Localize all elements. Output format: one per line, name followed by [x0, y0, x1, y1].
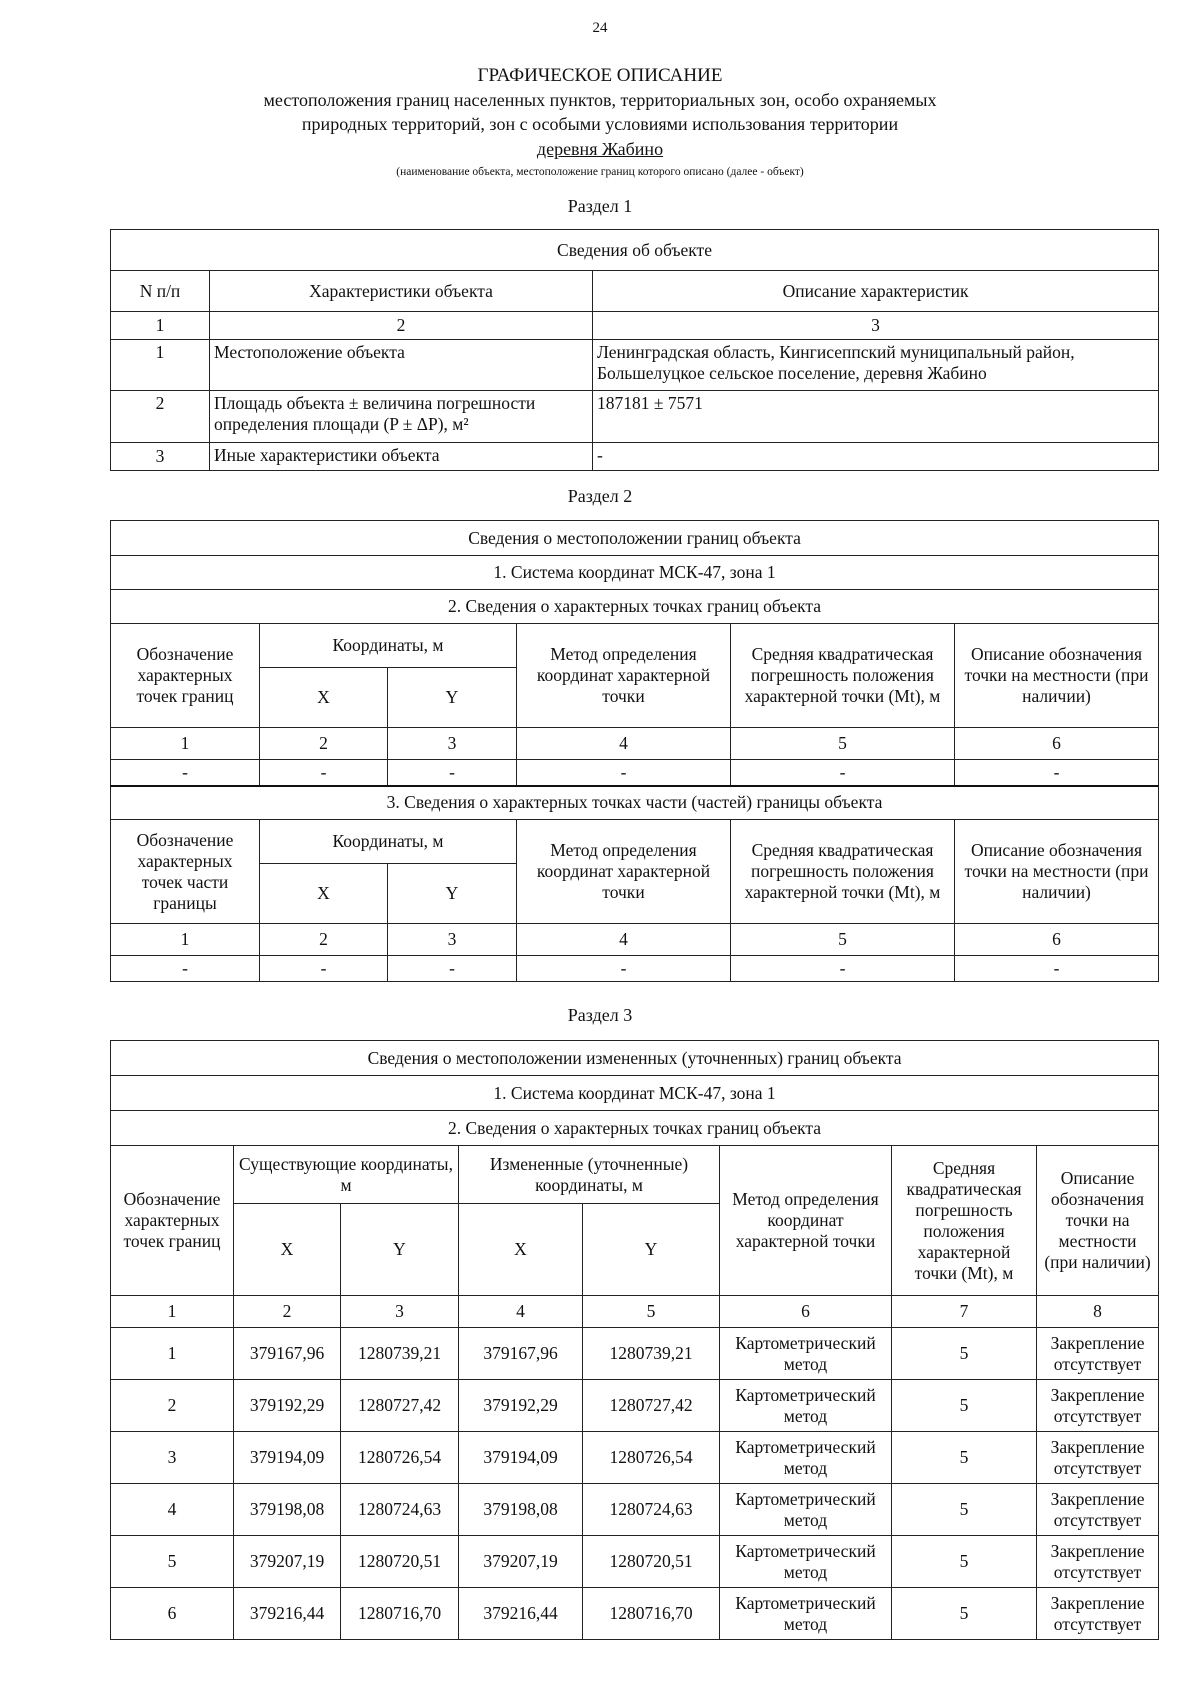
table-cell: 1280724,63 — [583, 1484, 720, 1536]
table-cell: 379167,96 — [459, 1328, 583, 1380]
table-cell: 379192,29 — [234, 1380, 341, 1432]
table-cell: - — [517, 760, 731, 786]
table-cell: 1280726,54 — [341, 1432, 459, 1484]
column-number: 5 — [731, 728, 955, 760]
column-number: 2 — [260, 924, 388, 956]
column-header: Y — [583, 1204, 720, 1296]
table-cell: Картометрический метод — [720, 1328, 892, 1380]
coord-system: 1. Система координат МСК-47, зона 1 — [111, 556, 1159, 590]
subsection-title: 2. Сведения о характерных точках границ объекта — [111, 1111, 1159, 1146]
column-header: Средняя квадратическая погрешность положения характерной точки (Mt), м — [892, 1146, 1037, 1296]
column-header: X — [459, 1204, 583, 1296]
table-cell: - — [260, 760, 388, 786]
table-cell: Закрепление отсутствует — [1037, 1432, 1159, 1484]
table-cell: 2 — [111, 1380, 234, 1432]
column-header: Обозначение характерных точек границ — [111, 1146, 234, 1296]
section2-table-title: Сведения о местоположении границ объекта — [111, 521, 1159, 556]
document-header — [100, 64, 1100, 180]
column-number: 2 — [210, 312, 593, 340]
table-cell: 1280727,42 — [583, 1380, 720, 1432]
column-number: 4 — [517, 924, 731, 956]
column-number: 1 — [111, 924, 260, 956]
column-header: Описание обозначения точки на местности (при наличии) — [1037, 1146, 1159, 1296]
table-cell: 187181 ± 7571 — [593, 391, 1159, 443]
table-cell: 1280716,70 — [341, 1588, 459, 1640]
object-name: деревня Жабино — [536, 139, 664, 159]
table-cell: Закрепление отсутствует — [1037, 1380, 1159, 1432]
table-cell: 3 — [111, 443, 210, 471]
section3-title: Раздел 3 — [567, 1005, 633, 1025]
table-cell: Площадь объекта ± величина погрешности определения площади (P ± ΔP), м² — [210, 391, 593, 443]
table-cell: Картометрический метод — [720, 1588, 892, 1640]
table-cell: 379207,19 — [234, 1536, 341, 1588]
table-cell: - — [388, 760, 517, 786]
column-header: Характеристики объекта — [210, 271, 593, 312]
column-header: Координаты, м — [260, 820, 517, 864]
column-number: 2 — [234, 1296, 341, 1328]
document-subtitle-line2: природных территорий, зон с особыми условиями использования территории — [301, 114, 899, 134]
page-number: 24 — [592, 20, 608, 36]
table-cell: - — [955, 760, 1159, 786]
table-cell: - — [731, 956, 955, 982]
column-header: Описание характеристик — [593, 271, 1159, 312]
section2-title: Раздел 2 — [567, 486, 633, 506]
table-cell: - — [517, 956, 731, 982]
table-cell: Закрепление отсутствует — [1037, 1328, 1159, 1380]
column-header: X — [260, 668, 388, 728]
column-number: 3 — [341, 1296, 459, 1328]
column-number: 7 — [892, 1296, 1037, 1328]
subsection-title: 3. Сведения о характерных точках части (частей) границы объекта — [111, 786, 1159, 820]
column-number: 3 — [388, 728, 517, 760]
table-cell: 5 — [111, 1536, 234, 1588]
table-cell: 379207,19 — [459, 1536, 583, 1588]
table-cell: 379167,96 — [234, 1328, 341, 1380]
table-cell: Картометрический метод — [720, 1484, 892, 1536]
document-subtitle-line1: местоположения границ населенных пунктов, территориальных зон, особо охраняемых — [263, 90, 937, 110]
table-cell: 1280739,21 — [583, 1328, 720, 1380]
table-cell: 379194,09 — [459, 1432, 583, 1484]
table-cell: 3 — [111, 1432, 234, 1484]
column-number: 5 — [583, 1296, 720, 1328]
table-cell: 379216,44 — [234, 1588, 341, 1640]
table-cell: - — [111, 956, 260, 982]
table-cell: 5 — [892, 1328, 1037, 1380]
table-cell: - — [593, 443, 1159, 471]
column-number: 3 — [388, 924, 517, 956]
column-number: 4 — [517, 728, 731, 760]
table-cell: 379198,08 — [459, 1484, 583, 1536]
table-cell: Закрепление отсутствует — [1037, 1536, 1159, 1588]
table-cell: 5 — [892, 1536, 1037, 1588]
object-note: (наименование объекта, местоположение границ которого описано (далее - объект) — [396, 166, 804, 178]
column-header: Метод определения координат характерной точки — [720, 1146, 892, 1296]
table-cell: 1280739,21 — [341, 1328, 459, 1380]
column-number: 5 — [731, 924, 955, 956]
section1-table — [110, 229, 1159, 471]
table-cell: 1280724,63 — [341, 1484, 459, 1536]
table-cell: 5 — [892, 1432, 1037, 1484]
column-header: Обозначение характерных точек части границы — [111, 820, 260, 924]
table-cell: 2 — [111, 391, 210, 443]
table-cell: 6 — [111, 1588, 234, 1640]
column-header: Координаты, м — [260, 624, 517, 668]
table-cell: 1280720,51 — [341, 1536, 459, 1588]
column-header: Измененные (уточненные) координаты, м — [459, 1146, 720, 1204]
section2-table — [110, 520, 1159, 982]
table-cell: 1 — [111, 1328, 234, 1380]
table-cell: - — [111, 760, 260, 786]
column-header: Y — [388, 668, 517, 728]
table-cell: 4 — [111, 1484, 234, 1536]
column-number: 8 — [1037, 1296, 1159, 1328]
subsection-title: 2. Сведения о характерных точках границ объекта — [111, 590, 1159, 624]
column-header: Описание обозначения точки на местности (при наличии) — [955, 820, 1159, 924]
column-header: Существующие координаты, м — [234, 1146, 459, 1204]
column-number: 1 — [111, 1296, 234, 1328]
section1-title: Раздел 1 — [567, 196, 633, 216]
section1-table-title: Сведения об объекте — [111, 230, 1159, 271]
table-cell: 1280727,42 — [341, 1380, 459, 1432]
column-header: Описание обозначения точки на местности (при наличии) — [955, 624, 1159, 728]
table-cell: Местоположение объекта — [210, 340, 593, 391]
column-header: Y — [341, 1204, 459, 1296]
table-cell: 379216,44 — [459, 1588, 583, 1640]
table-cell: 5 — [892, 1484, 1037, 1536]
column-number: 3 — [593, 312, 1159, 340]
document-title: ГРАФИЧЕСКОЕ ОПИСАНИЕ — [477, 65, 723, 86]
column-header: X — [234, 1204, 341, 1296]
table-cell: Ленинградская область, Кингисеппский муниципальный район, Большелуцкое сельское поселение, деревня Жабино — [593, 340, 1159, 391]
table-cell: - — [388, 956, 517, 982]
column-number: 6 — [955, 728, 1159, 760]
column-number: 4 — [459, 1296, 583, 1328]
column-header: X — [260, 864, 388, 924]
table-cell: - — [260, 956, 388, 982]
column-number: 1 — [111, 728, 260, 760]
table-cell: Картометрический метод — [720, 1536, 892, 1588]
column-header: Y — [388, 864, 517, 924]
table-cell: 379192,29 — [459, 1380, 583, 1432]
table-cell: Картометрический метод — [720, 1380, 892, 1432]
table-cell: 5 — [892, 1380, 1037, 1432]
section3-table-title: Сведения о местоположении измененных (уточненных) границ объекта — [111, 1041, 1159, 1076]
table-cell: Закрепление отсутствует — [1037, 1588, 1159, 1640]
section3-table — [110, 1040, 1159, 1640]
table-cell: 1280726,54 — [583, 1432, 720, 1484]
table-cell: Закрепление отсутствует — [1037, 1484, 1159, 1536]
column-header: Средняя квадратическая погрешность положения характерной точки (Mt), м — [731, 820, 955, 924]
column-number: 2 — [260, 728, 388, 760]
column-header: N п/п — [111, 271, 210, 312]
table-cell: 379194,09 — [234, 1432, 341, 1484]
table-cell: Картометрический метод — [720, 1432, 892, 1484]
column-header: Средняя квадратическая погрешность положения характерной точки (Mt), м — [731, 624, 955, 728]
column-header: Метод определения координат характерной точки — [517, 624, 731, 728]
table-cell: 5 — [892, 1588, 1037, 1640]
column-header: Метод определения координат характерной точки — [517, 820, 731, 924]
table-cell: - — [731, 760, 955, 786]
table-cell: 1280720,51 — [583, 1536, 720, 1588]
table-cell: 1280716,70 — [583, 1588, 720, 1640]
table-cell: - — [955, 956, 1159, 982]
column-number: 1 — [111, 312, 210, 340]
coord-system: 1. Система координат МСК-47, зона 1 — [111, 1076, 1159, 1111]
table-cell: 379198,08 — [234, 1484, 341, 1536]
table-cell: Иные характеристики объекта — [210, 443, 593, 471]
column-header: Обозначение характерных точек границ — [111, 624, 260, 728]
table-cell: 1 — [111, 340, 210, 391]
column-number: 6 — [720, 1296, 892, 1328]
column-number: 6 — [955, 924, 1159, 956]
